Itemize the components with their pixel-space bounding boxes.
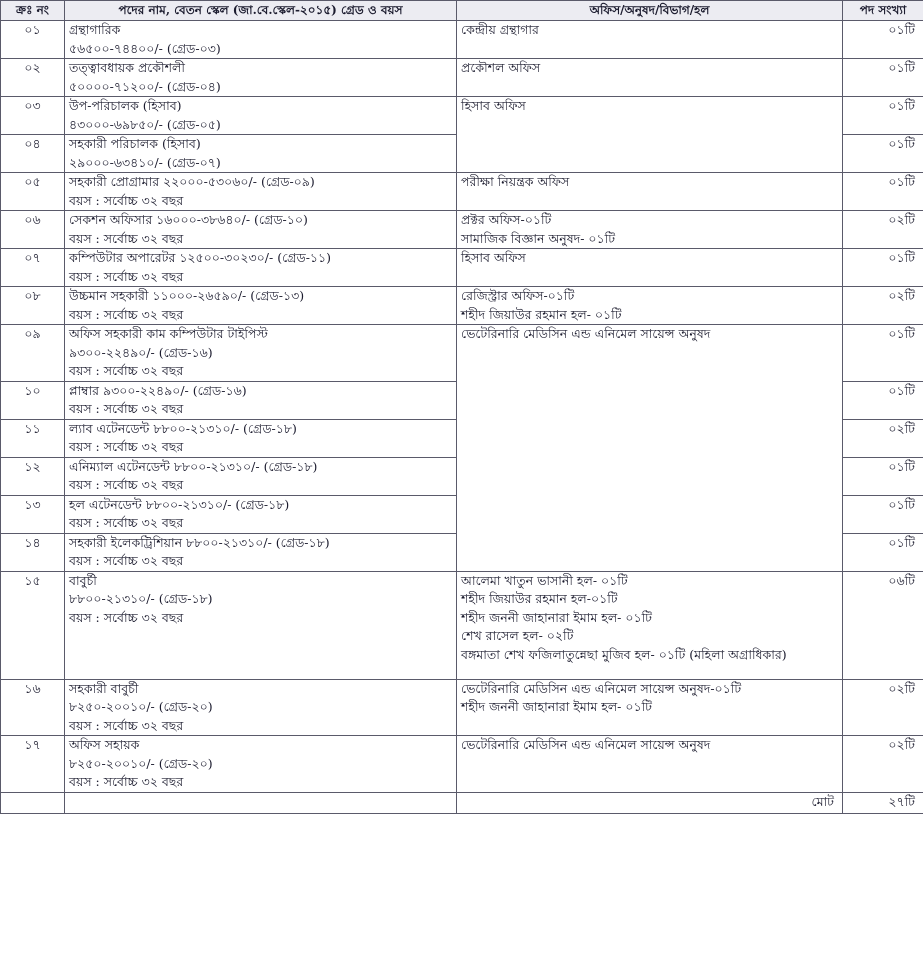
serial-cell: ১১ [1,419,65,457]
post-cell [65,211,457,249]
cell-line: অফিস সহকারী কাম কম্পিউটার টাইপিস্ট [69,326,268,341]
cell-line: প্রক্টর অফিস-০১টি [461,212,552,227]
cell-line: কম্পিউটার অপারেটর ১২৫০০-৩০২৩০/- (গ্রেড-১১) [69,250,332,265]
cell-line: বয়স : সর্বোচ্চ ৩২ বছর [69,609,184,625]
cell-line: তত্ত্বাবধায়ক প্রকৌশলী [69,60,185,75]
serial-cell: ১৪ [1,533,65,571]
post-cell [65,679,457,736]
office-cell [457,287,843,325]
cell-line: গ্রন্থাগারিক [69,22,121,37]
count-cell: ০২টি [843,211,923,249]
post-cell [65,97,457,135]
count-cell: ০১টি [843,97,923,135]
post-cell [65,287,457,325]
cell-line: বঙ্গমাতা শেখ ফজিলাতুন্নেছা মুজিব হল- ০১টি (মহিলা অগ্রাধিকার) [461,646,787,662]
cell-line: উপ-পরিচালক (হিসাব) [69,98,182,113]
office-cell [457,97,843,173]
cell-line: বয়স : সর্বোচ্চ ৩২ বছর [69,515,184,530]
cell-line: ৫০০০০-৭১২০০/- (গ্রেড-০৪) [69,78,221,94]
post-cell [65,135,457,173]
cell-line: ৪৩০০০-৬৯৮৫০/- (গ্রেড-০৫) [69,116,221,132]
post-cell [65,21,457,59]
cell-line: অফিস সহায়ক [69,737,140,752]
cell-line: বয়স : সর্বোচ্চ ৩২ বছর [69,268,184,284]
table-row [1,21,923,59]
cell-line: ৮২৫০-২০০১০/- (গ্রেড-২০) [69,755,213,771]
cell-line: ২৯০০০-৬৩৪১০/- (গ্রেড-০৭) [69,154,221,170]
office-cell [457,211,843,249]
count-cell: ০১টি [843,59,923,97]
post-cell [65,533,457,571]
post-cell [65,325,457,382]
cell-line: সহকারী প্রোগ্রামার ২২০০০-৫৩০৬০/- (গ্রেড-০৯) [69,174,315,189]
post-cell [65,249,457,287]
count-cell: ০১টি [843,135,923,173]
cell-line: শেখ রাসেল হল- ০২টি [461,628,574,643]
cell-line: বয়স : সর্বোচ্চ ৩২ বছর [69,774,184,789]
table-body [1,21,923,814]
cell-line: বয়স : সর্বোচ্চ ৩২ বছর [69,401,184,416]
serial-cell: ০৯ [1,325,65,382]
post-cell [65,381,457,419]
cell-line: ভেটেরিনারি মেডিসিন এন্ড এনিমেল সায়েন্স অনুষদ [461,326,711,341]
table-row [1,249,923,287]
serial-cell: ০৩ [1,97,65,135]
cell-line: সেকশন অফিসার ১৬০০০-৩৮৬৪০/- (গ্রেড-১০) [69,212,308,227]
cell-line: রেজিস্ট্রার অফিস-০১টি [461,288,575,303]
count-cell: ০২টি [843,736,923,793]
table-row [1,325,923,382]
serial-cell: ১৬ [1,679,65,736]
count-cell: ০১টি [843,249,923,287]
table-row [1,173,923,211]
count-cell: ০২টি [843,287,923,325]
table-row [1,211,923,249]
cell-line: শহীদ জননী জাহানারা ইমাম হল- ০১টি [461,699,652,714]
cell-line: হিসাব অফিস [461,250,526,265]
cell-line: বয়স : সর্বোচ্চ ৩২ বছর [69,306,184,322]
serial-cell: ১৩ [1,495,65,533]
count-cell: ০১টি [843,533,923,571]
cell-line: বয়স : সর্বোচ্চ ৩২ বছর [69,439,184,454]
header-row [1,1,923,21]
cell-line: সহকারী বাবুর্চী [69,680,139,696]
cell-line: ল্যাব এটেনডেন্ট ৮৮০০-২১৩১০/- (গ্রেড-১৮) [69,420,297,436]
cell-line: ৯৩০০-২২৪৯০/- (গ্রেড-১৬) [69,344,213,360]
total-row [1,792,923,813]
cell-line: বয়স : সর্বোচ্চ ৩২ বছর [69,192,184,208]
cell-line: বয়স : সর্বোচ্চ ৩২ বছর [69,363,184,378]
count-cell: ০১টি [843,325,923,382]
serial-cell: ০৬ [1,211,65,249]
serial-cell: ১০ [1,381,65,419]
serial-cell: ১৫ [1,571,65,679]
table-row [1,97,923,135]
count-cell: ০১টি [843,381,923,419]
count-cell: ০১টি [843,495,923,533]
header-post: পদের নাম, বেতন স্কেল (জা.বে.স্কেল-২০১৫) গ্রেড ও বয়স [65,1,457,21]
cell-line: হিসাব অফিস [461,98,526,113]
cell-line: সহকারী ইলেকট্রিশিয়ান ৮৮০০-২১৩১০/- (গ্রেড-১৮) [69,534,330,550]
table-row [1,679,923,736]
cell-line: বয়স : সর্বোচ্চ ৩২ বছর [69,230,184,246]
cell-line: ৮২৫০-২০০১০/- (গ্রেড-২০) [69,699,213,714]
header-serial: ক্রঃ নং [1,1,65,21]
post-cell [65,173,457,211]
cell-line: প্রকৌশল অফিস [461,60,541,75]
count-cell: ০৬টি [843,571,923,679]
total-empty-cell [65,792,457,813]
cell-line: বয়স : সর্বোচ্চ ৩২ বছর [69,477,184,492]
cell-line: হল এটেনডেন্ট ৮৮০০-২১৩১০/- (গ্রেড-১৮) [69,496,290,512]
cell-line: ৫৬৫০০-৭৪৪০০/- (গ্রেড-০৩) [69,40,221,56]
office-cell [457,571,843,679]
total-empty-cell [1,792,65,813]
post-cell [65,457,457,495]
post-cell [65,419,457,457]
cell-line: ভেটেরিনারি মেডিসিন এন্ড এনিমেল সায়েন্স অনুষদ-০১টি [461,680,742,696]
total-count: ২৭টি [843,792,923,813]
cell-line: কেন্দ্রীয় গ্রন্থাগার [461,22,539,37]
table-row [1,736,923,793]
cell-line: প্লাম্বার ৯৩০০-২২৪৯০/- (গ্রেড-১৬) [69,382,247,398]
count-cell: ০১টি [843,173,923,211]
cell-line: আলেমা খাতুন ভাসানী হল- ০১টি [461,572,628,588]
serial-cell: ০৮ [1,287,65,325]
serial-cell: ১৭ [1,736,65,793]
serial-cell: ০২ [1,59,65,97]
cell-line: পরীক্ষা নিয়ন্ত্রক অফিস [461,174,570,189]
header-count: পদ সংখ্যা [843,1,923,21]
serial-cell: ০৭ [1,249,65,287]
post-cell [65,59,457,97]
office-cell [457,249,843,287]
header-office: অফিস/অনুষদ/বিভাগ/হল [457,1,843,21]
cell-line: সামাজিক বিজ্ঞান অনুষদ- ০১টি [461,230,616,246]
table-row [1,59,923,97]
post-cell [65,736,457,793]
serial-cell: ০১ [1,21,65,59]
serial-cell: ০৫ [1,173,65,211]
office-cell [457,736,843,793]
count-cell: ০২টি [843,679,923,736]
serial-cell: ১২ [1,457,65,495]
count-cell: ০১টি [843,457,923,495]
office-cell [457,173,843,211]
cell-line: উচ্চমান সহকারী ১১০০০-২৬৫৯০/- (গ্রেড-১৩) [69,288,305,303]
cell-line: শহীদ জননী জাহানারা ইমাম হল- ০১টি [461,609,652,625]
cell-line: ৮৮০০-২১৩১০/- (গ্রেড-১৮) [69,591,213,606]
post-cell [65,571,457,679]
cell-line: শহীদ জিয়াউর রহমান হল- ০১টি [461,306,622,322]
cell-line: ভেটেরিনারি মেডিসিন এন্ড এনিমেল সায়েন্স অনুষদ [461,737,711,752]
office-cell [457,325,843,572]
cell-line: শহীদ জিয়াউর রহমান হল-০১টি [461,591,618,606]
cell-line: এনিম্যাল এটেনডেন্ট ৮৮০০-২১৩১০/- (গ্রেড-১৮) [69,458,318,474]
cell-line: বয়স : সর্বোচ্চ ৩২ বছর [69,553,184,568]
cell-line: বয়স : সর্বোচ্চ ৩২ বছর [69,717,184,733]
office-cell [457,21,843,59]
count-cell: ০২টি [843,419,923,457]
office-cell [457,59,843,97]
post-cell [65,495,457,533]
office-cell [457,679,843,736]
table-row [1,571,923,679]
cell-line: বাবুর্চী [69,572,97,588]
total-label: মোট [457,792,843,813]
serial-cell: ০৪ [1,135,65,173]
cell-line: সহকারী পরিচালক (হিসাব) [69,136,201,151]
count-cell: ০১টি [843,21,923,59]
table-row [1,287,923,325]
